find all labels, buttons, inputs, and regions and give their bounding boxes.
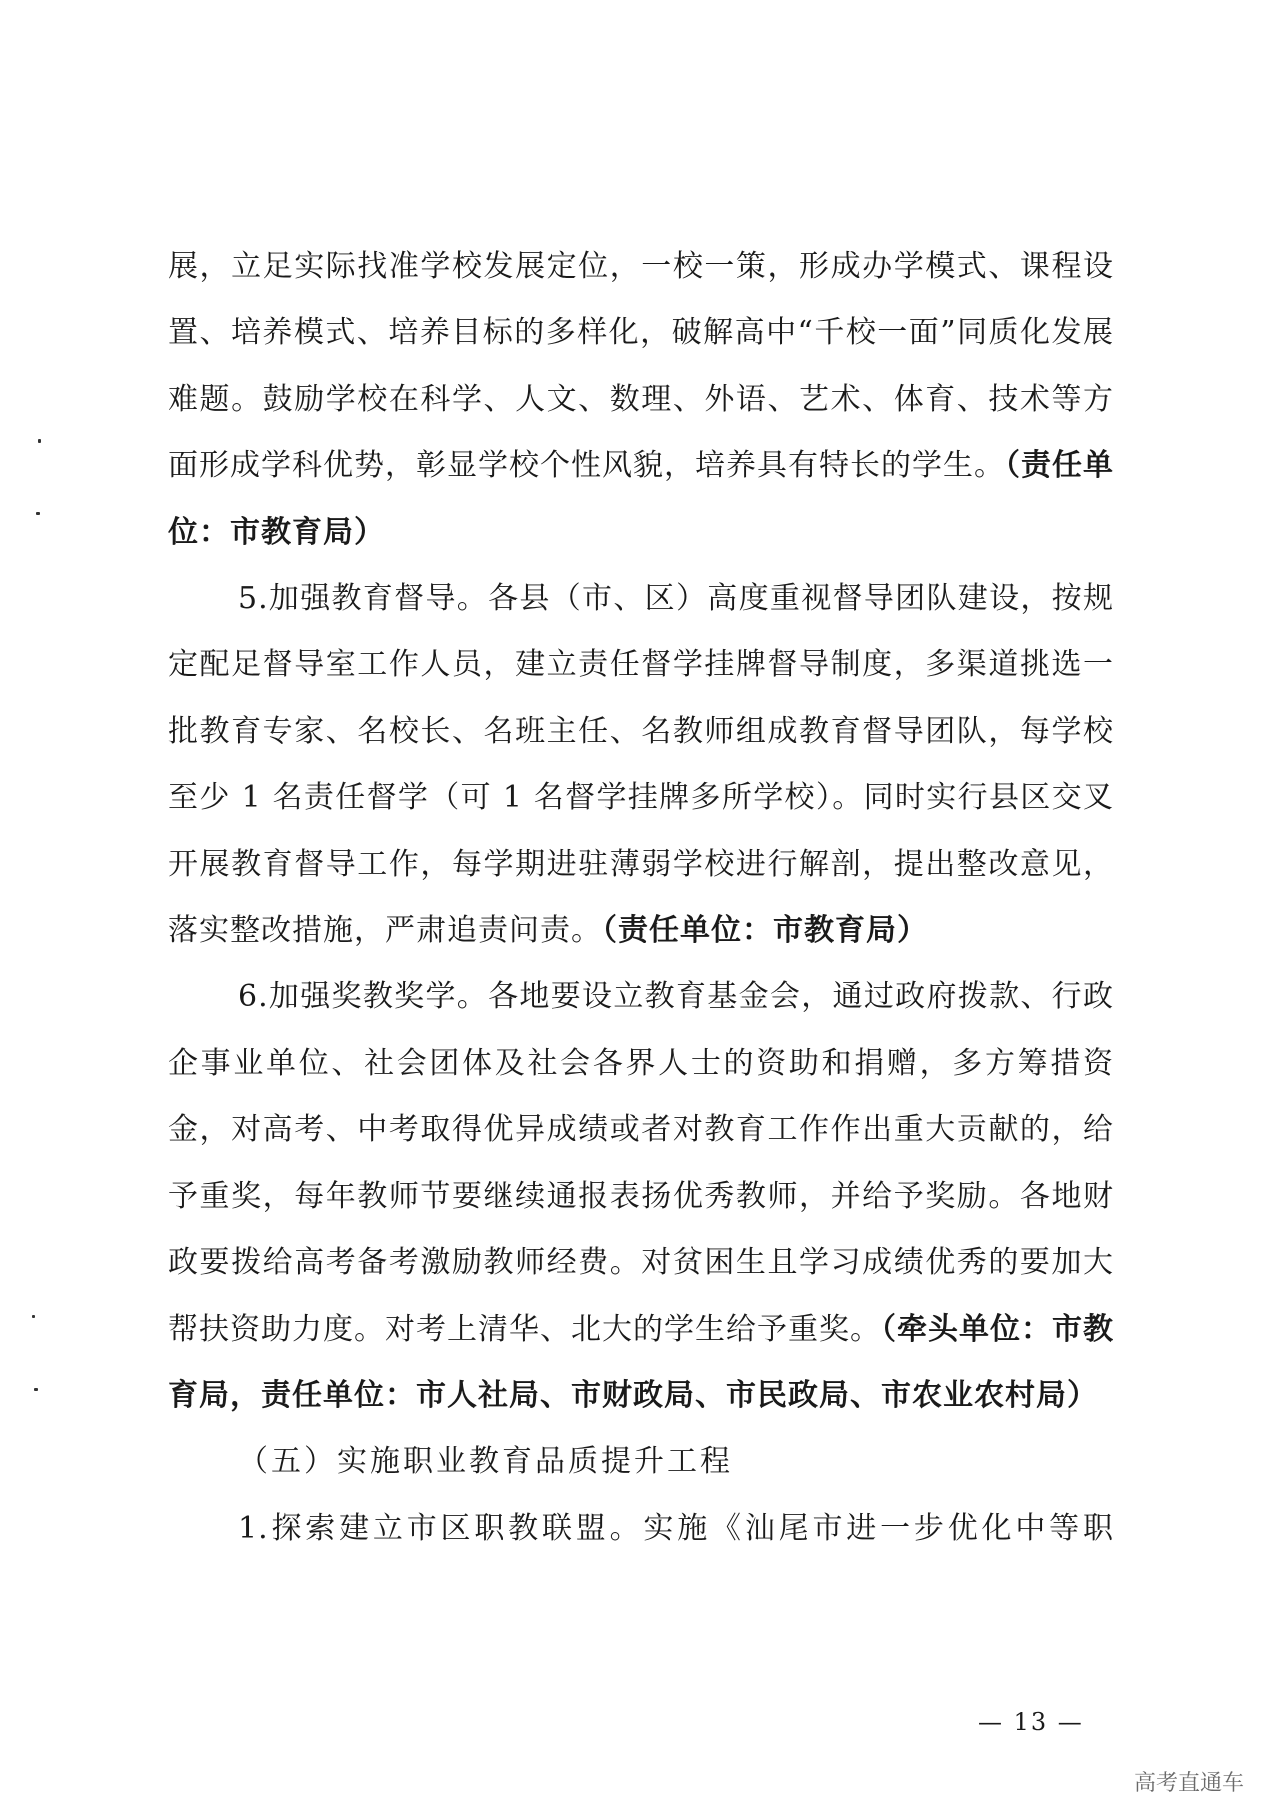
paragraph-rewards — [168, 964, 1114, 1429]
responsibility-note: （责任单位：市教育局） — [168, 448, 1114, 550]
paragraph-school-positioning — [168, 234, 1114, 566]
watermark: 高考直通车 — [1133, 1771, 1244, 1796]
scan-speck — [38, 439, 41, 443]
section-heading: （五）实施职业教育品质提升工程 — [238, 1444, 733, 1480]
responsibility-note: （牵头单位：市教育局，责任单位：市人社局、市财政局、市民政局、市农业农村局） — [168, 1311, 1114, 1413]
document-body — [168, 234, 1114, 1562]
paragraph-text: 5.加强教育督导。各县（市、区）高度重视督导团队建设，按规定配足督导室工作人员，建立责任督学挂牌督导制度，多渠道挑选一批教育专家、名校长、名班主任、名教师组成教育督导团队，每学校至少 1 名责任督学（可 1 名督学挂牌多所学校）。同时实行县区交叉开展教育督导工作，每学期进驻薄弱学校进行解剖，提出整改意见，落实整改措施，严肃追责问责。 — [168, 581, 1114, 949]
scan-speck — [32, 1315, 35, 1318]
paragraph-text: 6.加强奖教奖学。各地要设立教育基金会，通过政府拨款、行政企事业单位、社会团体及社会各界人士的资助和捐赠，多方筹措资金，对高考、中考取得优异成绩或者对教育工作作出重大贡献的，给予重奖，每年教师节要继续通报表扬优秀教师，并给予奖励。各地财政要拨给高考备考激励教师经费。对贫困生且学习成绩优秀的要加大帮扶资助力度。对考上清华、北大的学生给予重奖。 — [168, 979, 1114, 1347]
scan-speck — [36, 512, 40, 515]
scan-speck — [34, 1388, 38, 1391]
responsibility-note: （责任单位：市教育局） — [602, 913, 928, 949]
page-number: — 13 — — [978, 1708, 1084, 1736]
paragraph-text: 1.探索建立市区职教联盟。实施《汕尾市进一步优化中等职 — [238, 1510, 1114, 1546]
paragraph-vocational-alliance — [168, 1496, 1114, 1562]
paragraph-text: 展，立足实际找准学校发展定位，一校一策，形成办学模式、课程设置、培养模式、培养目标的多样化，破解高中“千校一面”同质化发展难题。鼓励学校在科学、人文、数理、外语、艺术、体育、技术等方面形成学科优势，彰显学校个性风貌，培养具有特长的学生。 — [168, 249, 1114, 484]
paragraph-education-supervision — [168, 566, 1114, 964]
